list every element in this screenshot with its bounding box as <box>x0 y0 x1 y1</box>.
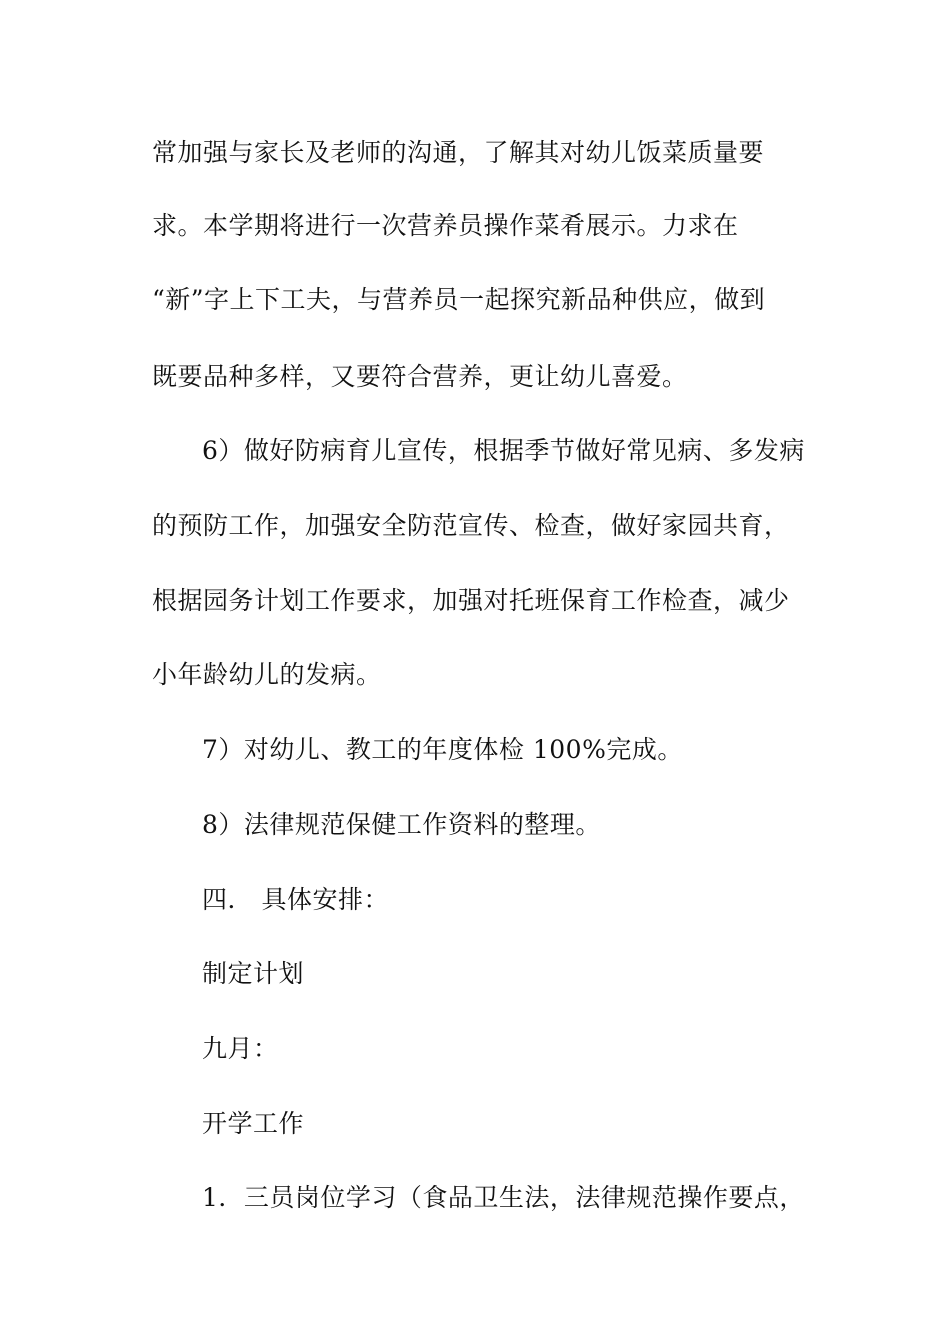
paragraph-line: 6）做好防病育儿宣传，根据季节做好常见病、多发病 <box>202 436 805 465</box>
subheading: 制定计划 <box>202 959 305 988</box>
paragraph-line: 的预防工作，加强安全防范宣传、检查，做好家园共育， <box>152 511 790 540</box>
month-heading: 九月： <box>202 1034 279 1063</box>
paragraph-line: 既要品种多样，又要符合营养，更让幼儿喜爱。 <box>152 362 688 391</box>
list-item: 7）对幼儿、教工的年度体检 100%完成。 <box>202 735 683 764</box>
paragraph-line: “新”字上下工夫，与营养员一起探究新品种供应，做到 <box>152 285 766 314</box>
paragraph-line: 根据园务计划工作要求，加强对托班保育工作检查，减少 <box>152 586 790 615</box>
subheading: 开学工作 <box>202 1109 305 1138</box>
list-item: 1．三员岗位学习（食品卫生法，法律规范操作要点， <box>202 1183 805 1212</box>
section-heading: 四． 具体安排： <box>202 885 389 914</box>
paragraph-line: 求。本学期将进行一次营养员操作菜肴展示。力求在 <box>152 211 739 240</box>
paragraph-line: 常加强与家长及老师的沟通，了解其对幼儿饭菜质量要 <box>152 138 765 167</box>
list-item: 8）法律规范保健工作资料的整理。 <box>202 810 601 839</box>
paragraph-line: 小年龄幼儿的发病。 <box>152 660 382 689</box>
